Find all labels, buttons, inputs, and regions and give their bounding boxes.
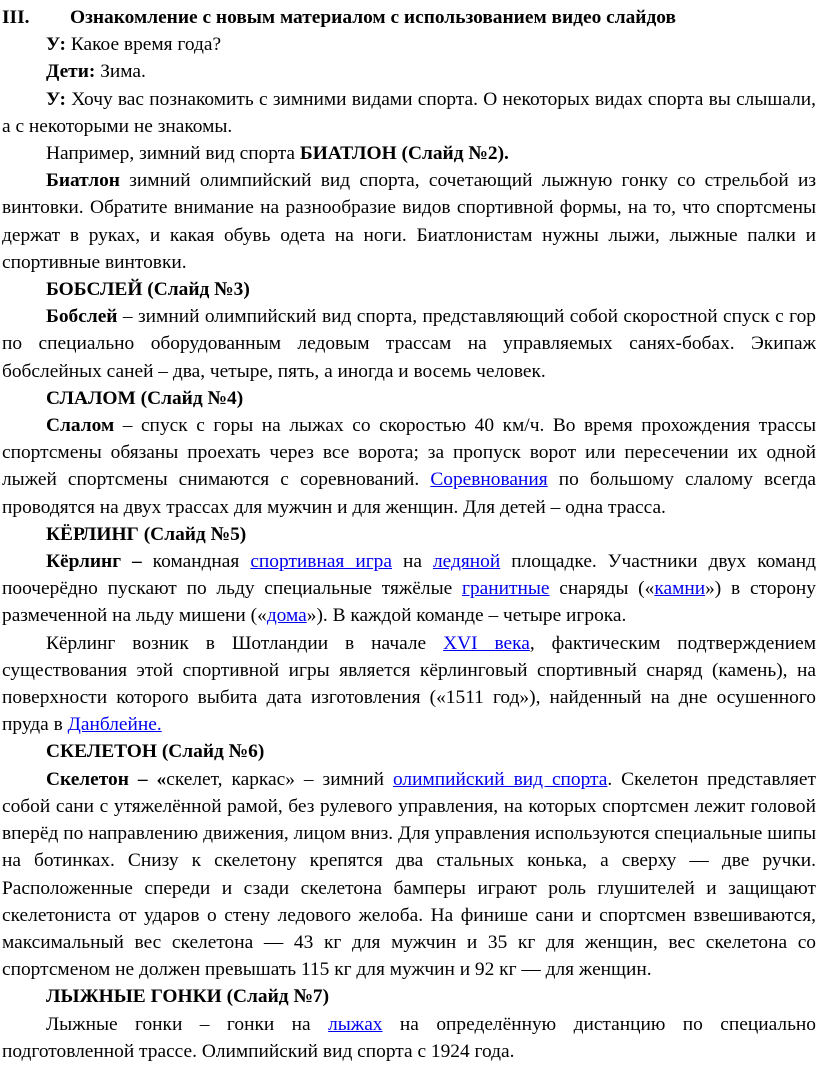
- curling-text: ») в сторону размеченной на льду мишени («: [2, 578, 816, 627]
- biathlon-lead: [2, 140, 816, 167]
- bobsleigh-term: Бобслей: [46, 306, 118, 328]
- section-heading: [2, 4, 816, 31]
- teacher-question: [2, 31, 816, 58]
- curling-history-text: , фактическим подтверждением существования этой спортивной игры является кёрлинговый спортивный снаряд (камень), на поверхности которого выбита дата изготовления («1511 год»), найденный на дне осушенного пруда в: [2, 632, 816, 736]
- icy-link[interactable]: ледяной: [432, 551, 501, 573]
- slalom-heading: [2, 385, 816, 412]
- sport-game-link[interactable]: спортивная игра: [250, 551, 392, 573]
- ski-racing-paragraph: [2, 1011, 816, 1065]
- skeleton-term: Скелетон – «: [46, 768, 167, 790]
- slalom-paragraph: [2, 412, 816, 521]
- competitions-link[interactable]: Соревнования: [430, 469, 548, 491]
- teacher-label: У:: [46, 34, 66, 56]
- slalom-text: – спуск с горы на лыжах со скоростью 40 км/ч. Во время прохождения трассы спортсмены обязаны проехать через все ворота; за пропуск ворот или пересечении их одной лыжей спортсмены снимаются с соревнований.: [2, 415, 816, 491]
- ski-racing-heading-text: ЛЫЖНЫЕ ГОНКИ (Слайд №7): [46, 986, 330, 1008]
- curling-heading: [2, 521, 816, 548]
- dunblane-link[interactable]: Данблейне.: [67, 714, 162, 736]
- slalom-text: по большому слалому всегда проводятся на двух трассах для мужчин и для женщин. Для детей – одна трасса.: [2, 469, 816, 518]
- curling-text: »). В каждой команде – четыре игрока.: [306, 605, 627, 627]
- bobsleigh-text: – зимний олимпийский вид спорта, представляющий собой скоростной спуск с гор по специально оборудованным ледовым трассам на управляемых санях-бобах. Экипаж бобслейных саней – два, четыре, пять, а иногда и восемь человек.: [2, 306, 816, 382]
- curling-history-paragraph: [2, 630, 816, 739]
- section-title: Ознакомление с новым материалом с использованием видео слайдов: [70, 7, 676, 28]
- curling-text: на: [391, 551, 433, 573]
- kids-label: Дети:: [46, 61, 96, 83]
- house-link[interactable]: дома: [266, 605, 307, 627]
- section-number: III.: [2, 7, 30, 28]
- intro-text: Хочу вас познакомить с зимними видами спорта. О некоторых видах спорта вы слышали, а с некоторыми не знакомы.: [2, 88, 816, 137]
- skeleton-text: скелет, каркас» – зимний: [166, 768, 393, 790]
- curling-heading-text: КЁРЛИНГ (Слайд №5): [46, 523, 247, 545]
- bobsleigh-heading-text: БОБСЛЕЙ (Слайд №3): [46, 279, 250, 301]
- skis-link[interactable]: лыжах: [328, 1013, 383, 1035]
- skeleton-paragraph: [2, 766, 816, 984]
- question-text: Какое время года?: [70, 34, 222, 56]
- curling-text: командная: [141, 551, 251, 573]
- curling-paragraph: [2, 548, 816, 630]
- olympic-sport-link[interactable]: олимпийский вид спорта: [392, 768, 608, 790]
- biathlon-heading: БИАТЛОН (Слайд №2).: [299, 143, 509, 165]
- teacher-label: У:: [46, 88, 66, 110]
- biathlon-paragraph: [2, 167, 816, 276]
- kids-answer: [2, 58, 816, 85]
- ski-racing-text: на определённую дистанцию по специально подготовленной трассе. Олимпийский вид спорта с 1924 года.: [2, 1013, 816, 1062]
- slalom-term: Слалом: [46, 415, 115, 437]
- skeleton-text: . Скелетон представляет собой сани с утяжелённой рамой, без рулевого управления, на которых спортсмен лежит головой вперёд по направлению движения, лицом вниз. Для управления используются специальные шипы на ботинках. Снизу к скелетону крепятся два стальных конька, а сверху — две ручки. Расположенные спереди и сзади скелетона бамперы играют роль глушителей и защищают скелетониста от ударов о стену ледового желоба. На финише сани и спортсмен взвешиваются, максимальный вес скелетона — 43 кг для мужчин и 35 кг для женщин, вес скелетона со спортсменом не должен превышать 115 кг для мужчин и 92 кг — для женщин.: [2, 768, 816, 981]
- curling-history-text: Кёрлинг возник в Шотландии в начале: [46, 632, 444, 654]
- skeleton-heading: [2, 738, 816, 765]
- biathlon-term: Биатлон: [46, 170, 120, 192]
- ski-racing-heading: [2, 983, 816, 1010]
- curling-term: Кёрлинг –: [46, 551, 142, 573]
- ski-racing-text: Лыжные гонки – гонки на: [46, 1013, 329, 1035]
- slalom-heading-text: СЛАЛОМ (Слайд №4): [46, 387, 244, 409]
- curling-text: площадке. Участники двух команд поочерёдно пускают по льду специальные тяжёлые: [2, 551, 816, 600]
- stones-link[interactable]: камни: [654, 578, 706, 600]
- curling-text: снаряды («: [549, 578, 655, 600]
- skeleton-heading-text: СКЕЛЕТОН (Слайд №6): [46, 741, 265, 763]
- answer-text: Зима.: [100, 61, 146, 83]
- bobsleigh-paragraph: [2, 303, 816, 385]
- teacher-intro: [2, 86, 816, 140]
- biathlon-text: зимний олимпийский вид спорта, сочетающий лыжную гонку со стрельбой из винтовки. Обратите внимание на разнообразие видов спортивной формы, на то, что спортсмены держат в руках, и какая обувь одета на ноги. Биатлонистам нужны лыжи, лыжные палки и спортивные винтовки.: [2, 170, 816, 273]
- granite-link[interactable]: гранитные: [462, 578, 550, 600]
- biathlon-lead-text: Например, зимний вид спорта: [46, 143, 300, 165]
- bobsleigh-heading: [2, 276, 816, 303]
- xvi-century-link[interactable]: XVI века: [443, 632, 530, 654]
